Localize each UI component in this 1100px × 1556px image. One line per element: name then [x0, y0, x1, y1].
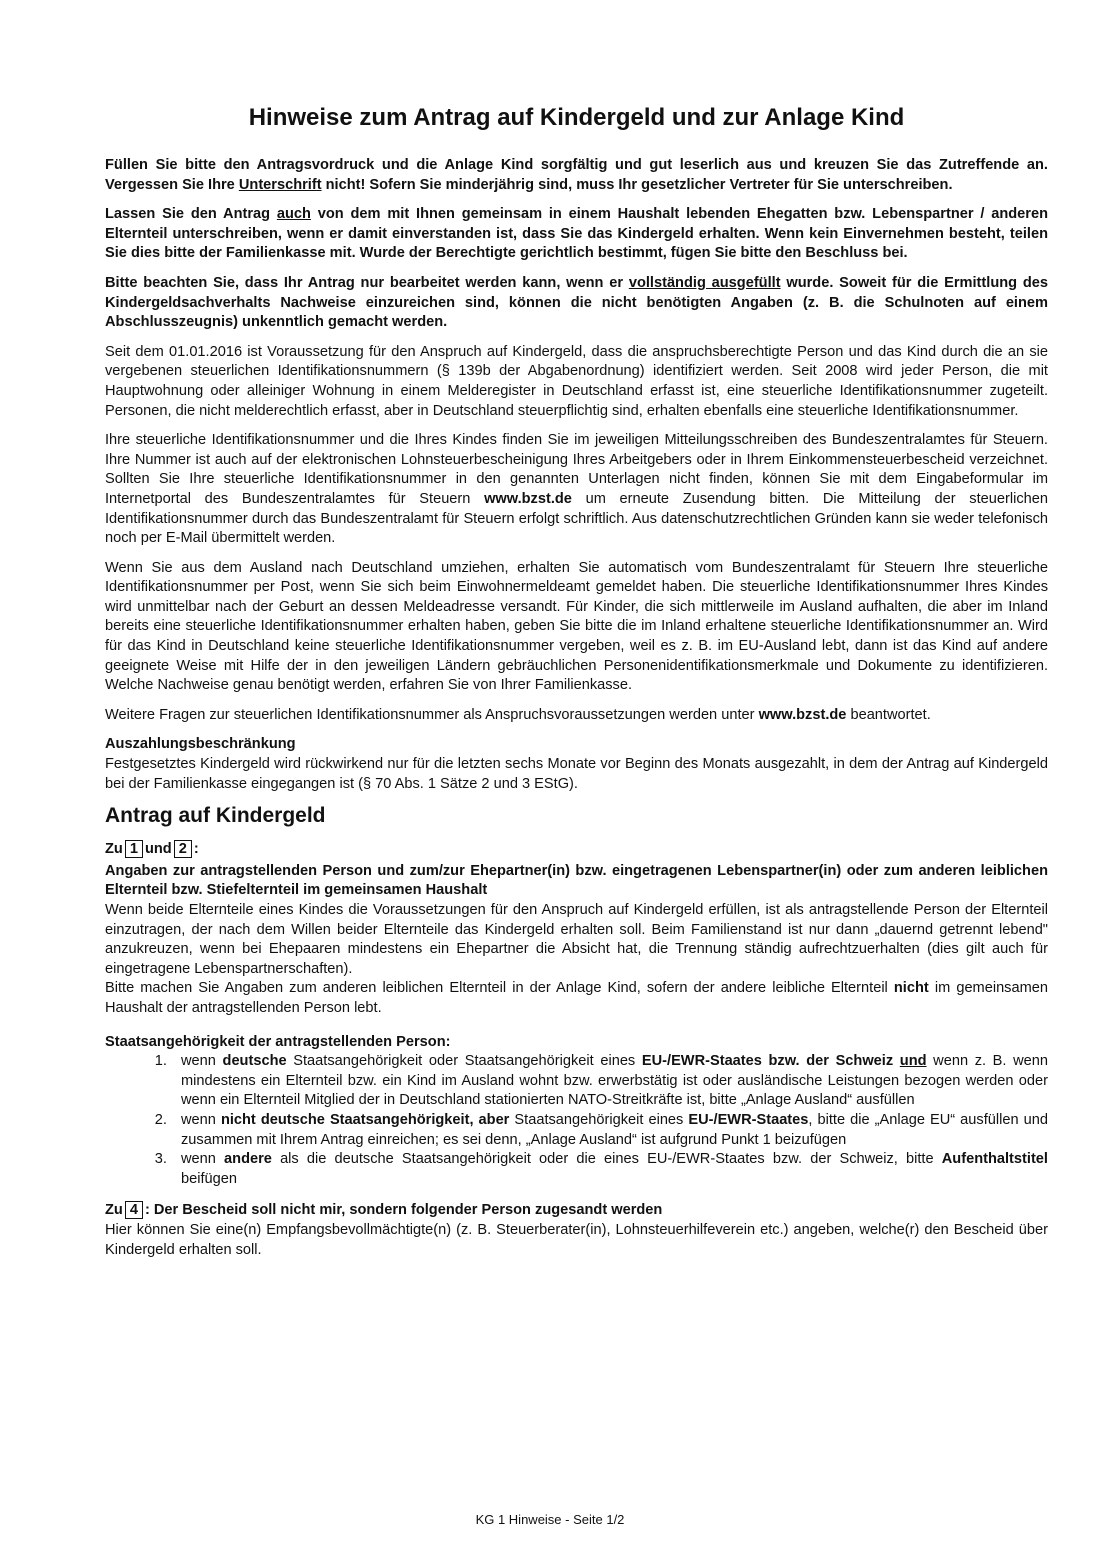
field-number-box: 2	[174, 840, 192, 858]
underlined-text: und	[899, 1053, 927, 1070]
antrag-text-1: Wenn beide Elternteile eines Kindes die Voraussetzungen für den Anspruch auf Kindergeld erfüllen, ist als antragstellende Person der Elternteil einzutragen, der nach dem Willen beider Elternteile das Kindergeld erhalten soll. Beim Familienstand ist nur dann „dauernd getrennt lebend" anzukreuzen, wenn bei Ehepaaren mindestens ein Ehepartner die Absicht hat, die Trennung ständig aufrechtzuerhalten (dies gilt auch für eingetragene Lebenspartnerschaften).	[105, 902, 1048, 977]
text: Staatsangehörigkeit oder Staatsangehörigkeit eines	[286, 1053, 642, 1070]
text: wurde. Soweit für die Ermittlung des Kindergeldsachverhalts Nachweise einzureichen sind, können die nicht benötigten Angaben (z. B. die Schulnoten auf einem Abschlusszeugnis) unkenntlich gemacht werden.	[105, 274, 1048, 331]
zu-label: Zu	[105, 1202, 123, 1219]
text: als die deutsche Staatsangehörigkeit oder die eines EU-/EWR-Staates bzw. der Schweiz, bitte	[271, 1151, 942, 1168]
auszahlung-heading: Auszahlungsbeschränkung	[105, 736, 296, 753]
text: wenn z. B. wenn mindestens ein Elternteil bzw. ein Kind im Ausland wohnt bzw. erwerbstätig ist oder ausländische Leistungen bezogen werden oder wenn ein Elternteil Mitglied der in Deutschland stationierten NATO-Streitkräfte ist, bitte „Anlage Ausland“ ausfüllen	[181, 1053, 1048, 1109]
text: wenn	[181, 1111, 221, 1128]
text	[893, 1053, 900, 1069]
zu-1-2-label	[105, 840, 1048, 860]
text: nicht! Sofern Sie minderjährig sind, muss Ihr gesetzlicher Vertreter für Sie unterschreiben.	[321, 176, 953, 193]
bold-text: deutsche	[222, 1053, 287, 1070]
colon: :	[193, 841, 199, 858]
text: beantwortet.	[846, 706, 931, 723]
text: wenn	[181, 1151, 225, 1168]
field-number-box: 1	[125, 840, 143, 858]
intro-paragraph-2	[105, 205, 1048, 264]
text: wenn	[181, 1053, 223, 1070]
text: im gemeinsamen Haushalt der antragstellenden Person lebt.	[105, 980, 1048, 1016]
text: Lassen Sie den Antrag	[105, 206, 277, 223]
underlined-text: auch	[276, 206, 311, 223]
text: , bitte die „Anlage EU“ ausfüllen und zusammen mit Ihrem Antrag einreichen; es sei denn, „Anlage Ausland“ ist aufgrund Punkt 1 beizufügen	[181, 1111, 1048, 1148]
antrag-section-heading: Angaben zur antragstellenden Person und zum/zur Ehepartner(in) bzw. eingetragenen Lebenspartner(in) oder zum anderen leiblichen Elternteil bzw. Stiefelternteil im gemeinsamen Haushalt	[105, 862, 1048, 899]
intro-paragraph-4: Seit dem 01.01.2016 ist Voraussetzung für den Anspruch auf Kindergeld, dass die anspruchsberechtigte Person und das Kind durch die an sie vergebenen steuerlichen Identifikationsnummern (§ 139b der Abgabenordnung) identifiziert werden. Seit 2008 wird jeder Person, die mit Hauptwohnung oder alleiniger Wohnung in einem Melderegister in Deutschland erfasst ist, eine steuerliche Identifikationsnummer zugeteilt. Personen, die nicht melderechtlich erfasst, aber in Deutschland steuerpflichtig sind, erhalten ebenfalls eine steuerliche Identifikationsnummer.	[105, 343, 1048, 419]
bold-text: nicht deutsche Staatsangehörigkeit, aber	[220, 1111, 510, 1128]
text: Bitte machen Sie Angaben zum anderen leiblichen Elternteil in der Anlage Kind, sofern der andere leibliche Elternteil	[105, 980, 894, 997]
staat-heading: Staatsangehörigkeit der antragstellenden Person:	[105, 1033, 451, 1050]
text: um erneute Zusendung bitten. Die Mitteilung der steuerlichen Identifikationsnummer durch das Bundeszentralamt für Steuern erfolgt schriftlich. Aus datenschutzrechtlichen Gründen kann sie weder telefonisch noch per E-Mail übermittelt werden.	[105, 490, 1048, 547]
bold-text: EU-/EWR-Staates bzw. der Schweiz	[641, 1053, 894, 1070]
auszahlung-text: Festgesetztes Kindergeld wird rückwirkend nur für die letzten sechs Monate vor Beginn des Monats ausgezahlt, in dem der Antrag auf Kindergeld bei der Familienkasse eingegangen ist (§ 70 Abs. 1 Sätze 2 und 3 EStG).	[105, 756, 1048, 792]
bold-text: EU-/EWR-Staates	[688, 1111, 809, 1128]
zu-4-heading-text: : Der Bescheid soll nicht mir, sondern folgender Person zugesandt werden	[144, 1202, 663, 1219]
antrag-heading: Antrag auf Kindergeld	[105, 804, 326, 828]
zu-label: Zu	[105, 841, 123, 858]
und-label: und	[144, 841, 172, 858]
text: von dem mit Ihnen gemeinsam in einem Haushalt lebenden Ehegatten bzw. Lebenspartner / anderen Elternteil unterschreiben, wenn er damit einverstanden ist, dass Sie das Kindergeld erhalten. Wenn kein Einvernehmen besteht, teilen Sie dies bitte der Familienkasse mit. Wurde der Berechtigte gerichtlich bestimmt, fügen Sie bitte den Beschluss bei.	[105, 206, 1048, 262]
list-item	[171, 1111, 1048, 1150]
page-footer: KG 1 Hinweise - Seite 1/2	[475, 1512, 625, 1527]
text: Ihre steuerliche Identifikationsnummer und die Ihres Kindes finden Sie im jeweiligen Mitteilungsschreiben des Bundeszentralamtes für Steuern. Ihre Nummer ist auch auf der elektronischen Lohnsteuerbescheinigung Ihres Arbeitgebers oder in Ihrem Einkommensteuerbescheid verzeichnet. Sollten Sie Ihre steuerliche Identifikationsnummer in den genannten Unterlagen nicht finden, können Sie mit dem Eingabeformular im Internetportal des Bundeszentralamtes für Steuern	[105, 432, 1048, 507]
text: Staatsangehörigkeit eines	[509, 1111, 689, 1128]
underlined-text: Unterschrift	[238, 176, 322, 193]
bzst-link[interactable]: www.bzst.de	[484, 490, 572, 507]
list-item	[171, 1052, 1048, 1111]
underlined-text: vollständig ausgefüllt	[628, 274, 781, 291]
list-item	[171, 1150, 1048, 1189]
bold-text: andere	[224, 1151, 272, 1168]
text: Füllen Sie bitte den Antragsvordruck und die Anlage Kind sorgfältig und gut leserlich aus und kreuzen Sie das Zutreffende an. Vergessen Sie Ihre	[105, 157, 1048, 193]
zu-4-text: Hier können Sie eine(n) Empfangsbevollmächtigte(n) (z. B. Steuerberater(in), Lohnsteuerhilfeverein etc.) angeben, welche(r) den Bescheid über Kindergeld erhalten soll.	[105, 1221, 1048, 1258]
intro-paragraph-6: Wenn Sie aus dem Ausland nach Deutschland umziehen, erhalten Sie automatisch vom Bundeszentralamt für Steuern Ihre steuerliche Identifikationsnummer per Post, wenn Sie sich beim Einwohnermeldeamt gemeldet haben. Die steuerliche Identifikationsnummer Ihres Kindes wird unmittelbar nach der Geburt an dessen Meldeadresse versandt. Für Kinder, die sich mittlerweile im Ausland aufhalten, die aber im Inland bereits eine steuerliche Identifikationsnummer erhalten haben, geben Sie bitte die im Inland erhaltene steuerliche Identifikationsnummer an. Wird für das Kind in Deutschland keine steuerliche Identifikationsnummer vergeben, weil es z. B. im EU-Ausland lebt, dann ist das Kind auf andere geeignete Weise mit Hilfe der in den jeweiligen Ländern gebräuchlichen Personenidentifikationsmerkmale und Dokumente zu identifizieren. Welche Nachweise genau benötigt werden, erfahren Sie von Ihrer Familienkasse.	[105, 559, 1048, 694]
intro-paragraph-5	[105, 431, 1048, 549]
antrag-text-2	[105, 979, 1048, 1018]
page-title: Hinweise zum Antrag auf Kindergeld und zur Anlage Kind	[248, 104, 905, 131]
text: Bitte beachten Sie, dass Ihr Antrag nur bearbeitet werden kann, wenn er	[105, 274, 629, 291]
bold-text: Aufenthaltstitel	[941, 1151, 1048, 1168]
intro-paragraph-7	[105, 706, 1048, 726]
bold-text: nicht	[893, 980, 929, 997]
text: Weitere Fragen zur steuerlichen Identifikationsnummer als Anspruchsvoraussetzungen werden unter	[105, 706, 759, 723]
staat-list	[105, 1052, 1048, 1189]
intro-paragraph-1	[105, 156, 1048, 195]
intro-paragraph-3	[105, 274, 1048, 333]
zu-4-heading	[105, 1201, 1048, 1221]
field-number-box: 4	[125, 1201, 143, 1219]
text: beifügen	[181, 1170, 237, 1187]
document-page	[105, 104, 1048, 1270]
bzst-link[interactable]: www.bzst.de	[758, 706, 847, 723]
